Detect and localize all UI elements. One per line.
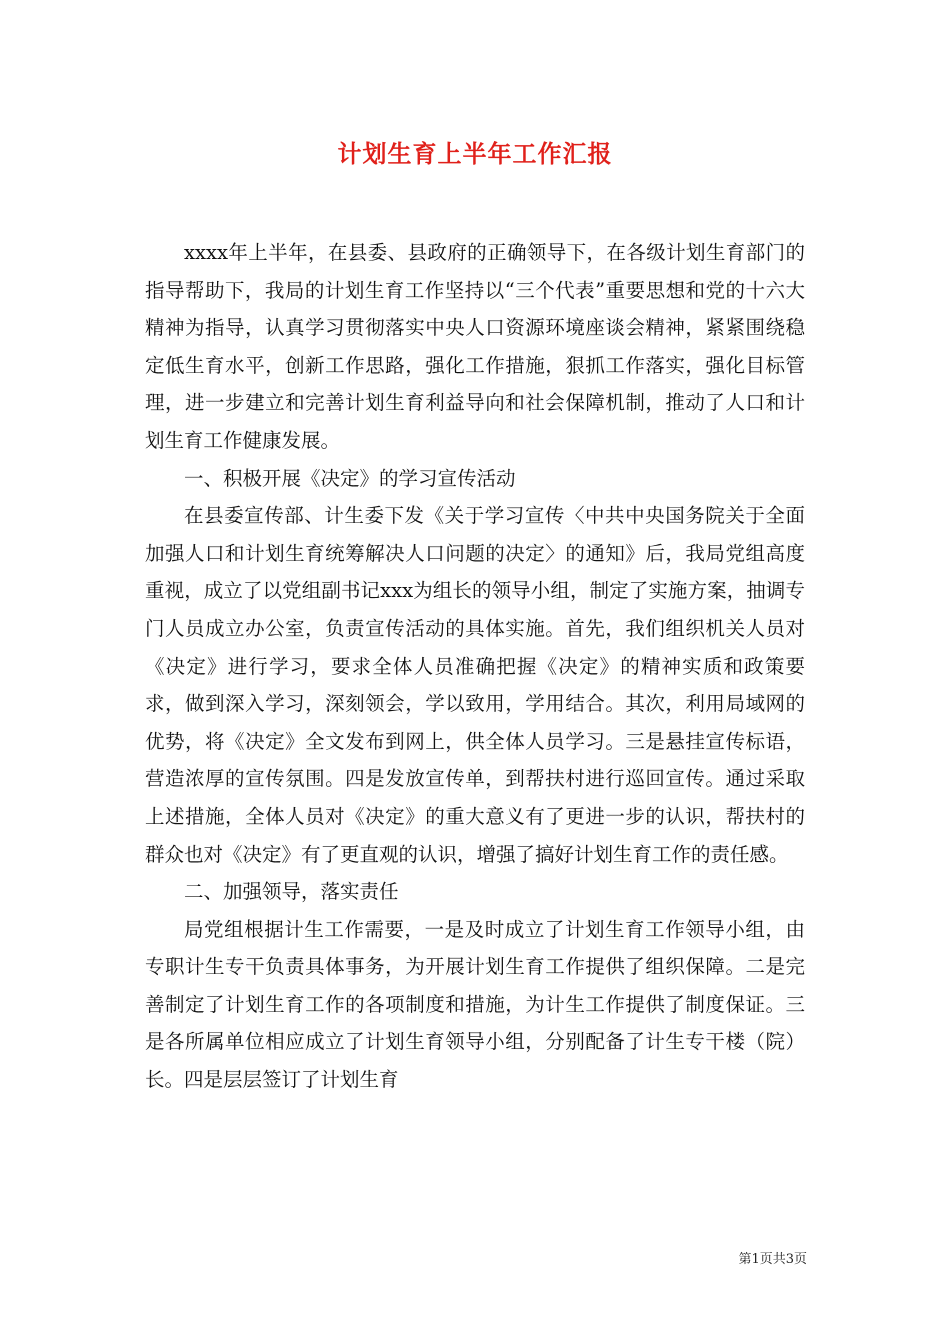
document-body xyxy=(145,234,805,1099)
section-2-paragraph: 局党组根据计生工作需要，一是及时成立了计划生育工作领导小组，由专职计生专干负责具体事务，为开展计划生育工作提供了组织保障。二是完善制定了计划生育工作的各项制度和措施，为计生工作提供了制度保证。三是各所属单位相应成立了计划生育领导小组，分别配备了计生专干楼（院）长。四是层层签订了计划生育 xyxy=(145,917,805,1092)
intro-paragraph: xxxx年上半年，在县委、县政府的正确领导下，在各级计划生育部门的指导帮助下，我局的计划生育工作坚持以“三个代表”重要思想和党的十六大精神为指导，认真学习贯彻落实中央人口资源环境座谈会精神，紧紧围绕稳定低生育水平，创新工作思路，强化工作措施，狠抓工作落实，强化目标管理，进一步建立和完善计划生育利益导向和社会保障机制，推动了人口和计划生育工作健康发展。 xyxy=(145,241,805,452)
section-1-paragraph: 在县委宣传部、计生委下发《关于学习宣传〈中共中央国务院关于全面加强人口和计划生育统筹解决人口问题的决定〉的通知》后，我局党组高度重视，成立了以党组副书记xxx为组长的领导小组，制定了实施方案，抽调专门人员成立办公室，负责宣传活动的具体实施。首先，我们组织机关人员对《决定》进行学习，要求全体人员准确把握《决定》的精神实质和政策要求，做到深入学习，深刻领会，学以致用，学用结合。其次，利用局域网的优势，将《决定》全文发布到网上，供全体人员学习。三是悬挂宣传标语，营造浓厚的宣传氛围。四是发放宣传单，到帮扶村进行巡回宣传。通过采取上述措施，全体人员对《决定》的重大意义有了更进一步的认识，帮扶村的群众也对《决定》有了更直观的认识，增强了搞好计划生育工作的责任感。 xyxy=(145,504,805,866)
page-number: 第1页共3页 xyxy=(738,1252,807,1267)
section-heading-2: 二、加强领导，落实责任 xyxy=(184,880,399,904)
document-title: 计划生育上半年工作汇报 xyxy=(337,139,613,168)
section-heading-1: 一、积极开展《决定》的学习宣传活动 xyxy=(184,466,516,490)
